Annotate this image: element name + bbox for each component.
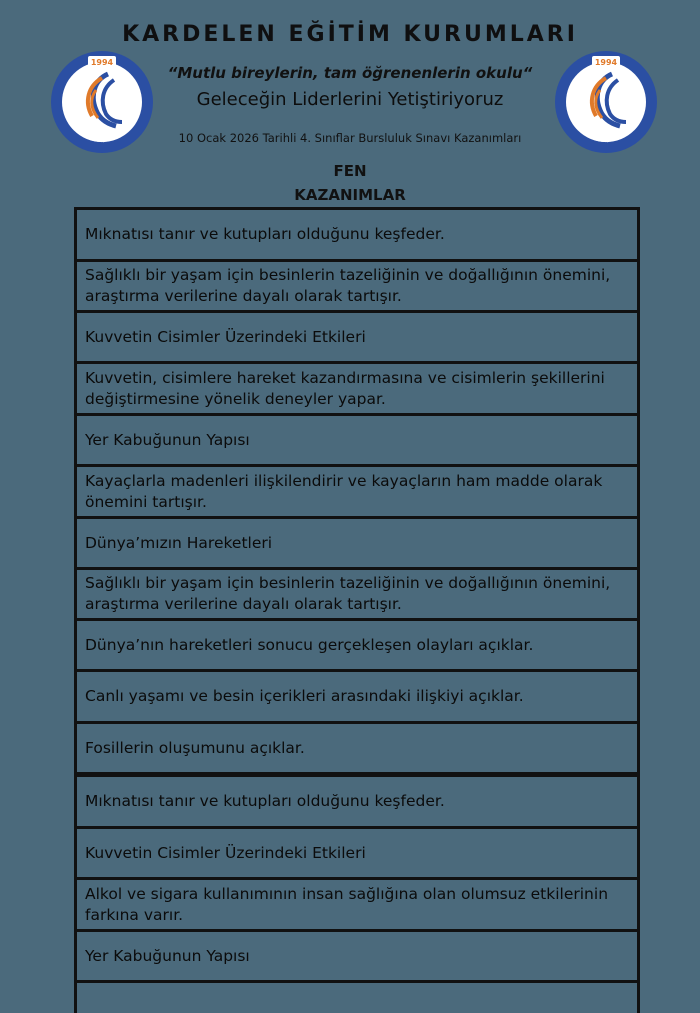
- exam-info: 10 Ocak 2026 Tarihli 4. Sınıflar Bursluluk Sınavı Kazanımları: [178, 131, 522, 145]
- outcome-text: Sağlıklı bir yaşam için besinlerin tazeliğinin ve doğallığının önemini, araştırma verilerine dayalı olarak tartışır.: [85, 266, 611, 305]
- outcome-row: [77, 880, 637, 932]
- outcome-row: [77, 672, 637, 724]
- outcome-row: [77, 416, 637, 467]
- outcome-row: [77, 724, 637, 777]
- outcome-row: [77, 621, 637, 672]
- outcome-row: [77, 777, 637, 829]
- slogan: Geleceğin Liderlerini Yetiştiriyoruz: [196, 89, 504, 110]
- outcome-text: Kuvvetin Cisimler Üzerindeki Etkileri: [85, 843, 366, 862]
- outcome-text: Canlı yaşamı ve besin içerikleri arasındaki ilişkiyi açıklar.: [85, 687, 524, 705]
- outcome-row: [77, 364, 637, 416]
- outcome-text: Mıknatısı tanır ve kutupları olduğunu keşfeder.: [85, 225, 445, 243]
- section-heading: KAZANIMLAR: [294, 186, 406, 204]
- subject-title: FEN: [333, 162, 367, 180]
- outcome-text: Alkol ve sigara kullanımının insan sağlığına olan olumsuz etkilerinin farkına varır.: [85, 884, 609, 924]
- outcome-row: [77, 210, 637, 262]
- logo-name-text: KARDELEN KOLEJİ: [569, 112, 643, 146]
- page-title: KARDELEN EĞİTİM KURUMLARI: [122, 22, 578, 47]
- outcome-text: Kuvvetin Cisimler Üzerindeki Etkileri: [85, 327, 366, 346]
- outcome-row: [77, 829, 637, 880]
- outcome-row: [77, 262, 637, 313]
- outcome-text: Kayaçlarla madenleri ilişkilendirir ve kayaçların ham madde olarak önemini tartışır.: [85, 471, 603, 511]
- outcome-text: Sağlıklı bir yaşam için besinlerin tazeliğinin ve doğallığının önemini, araştırma verilerine dayalı olarak tartışır.: [85, 574, 611, 613]
- outcome-text: Mıknatısı tanır ve kutupları olduğunu keşfeder.: [85, 792, 445, 810]
- outcome-text: Fosillerin oluşumunu açıklar.: [85, 738, 305, 757]
- logo-year-text: 1994: [90, 58, 114, 67]
- outcome-row: [77, 313, 637, 364]
- school-logo-icon: [50, 50, 154, 154]
- school-logo-right: [554, 50, 658, 154]
- outcome-text: Yer Kabuğunun Yapısı: [85, 430, 250, 449]
- outcome-text: Kuvvetin, cisimlere hareket kazandırmasına ve cisimlerin şekillerini değiştirmesine yönelik deneyler yapar.: [85, 368, 605, 408]
- logo-year-text: 1994: [594, 58, 618, 67]
- outcome-row: [77, 467, 637, 519]
- outcome-row: [77, 932, 637, 983]
- outcome-row: [77, 570, 637, 621]
- outcome-text: Dünya’mızın Hareketleri: [85, 533, 273, 552]
- school-logo-icon: [554, 50, 658, 154]
- motto: “Mutlu bireylerin, tam öğrenenlerin okulu“: [167, 64, 533, 82]
- outcome-text: Yer Kabuğunun Yapısı: [85, 946, 250, 965]
- outcome-text: Dünya’nın hareketleri sonucu gerçekleşen olayları açıklar.: [85, 635, 534, 654]
- school-logo-left: [50, 50, 154, 154]
- outcomes-table: [74, 207, 640, 1013]
- logo-name-text: KARDELEN KOLEJİ: [65, 112, 139, 146]
- outcome-row: [77, 519, 637, 570]
